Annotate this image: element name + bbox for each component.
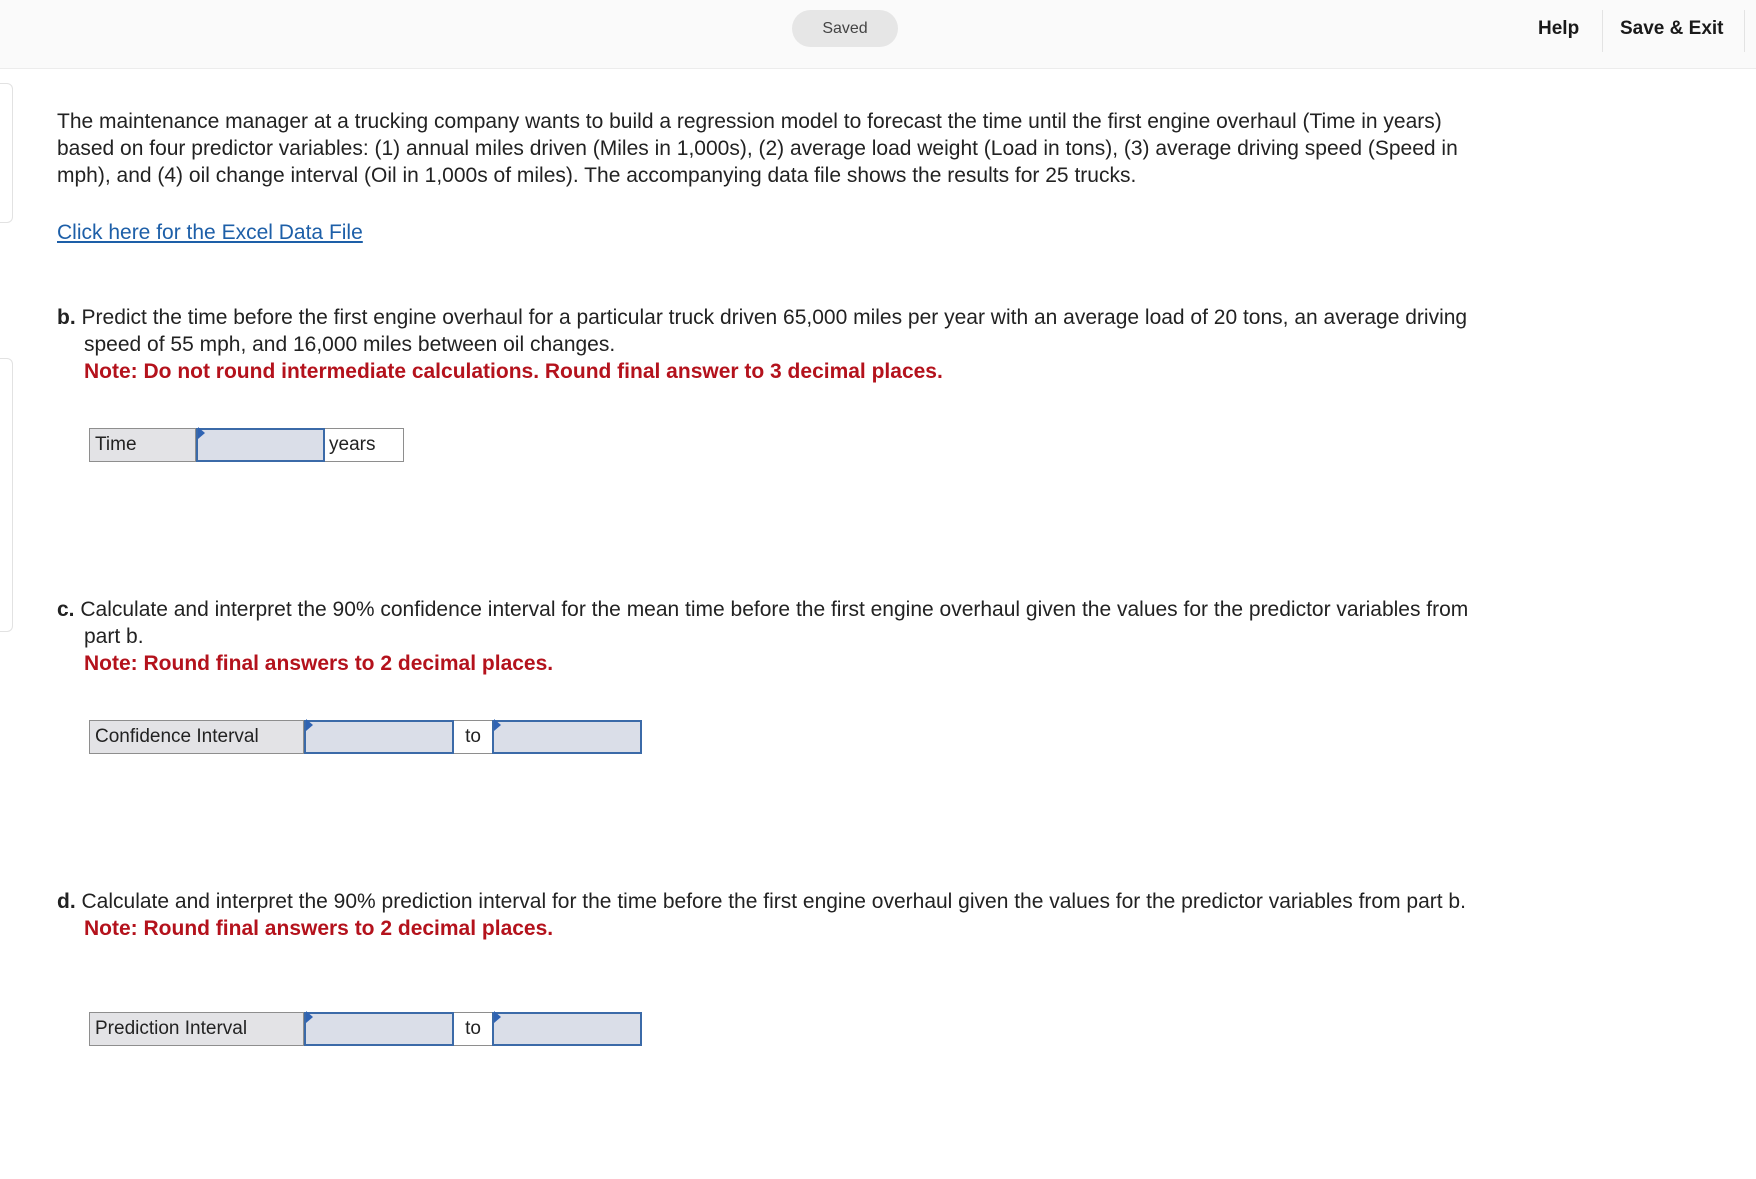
time-unit: years <box>325 428 404 462</box>
side-panel-tab-2[interactable] <box>0 358 13 632</box>
time-label: Time <box>89 428 196 462</box>
part-d-note: Note: Round final answers to 2 decimal places. <box>84 917 554 940</box>
confidence-interval-row <box>89 720 642 754</box>
prediction-upper-wrap <box>492 1012 642 1046</box>
prediction-interval-row <box>89 1012 642 1046</box>
prediction-upper-input[interactable] <box>492 1012 642 1046</box>
save-exit-button[interactable]: Save & Exit <box>1620 18 1724 39</box>
prediction-interval-label: Prediction Interval <box>89 1012 304 1046</box>
confidence-upper-wrap <box>492 720 642 754</box>
confidence-interval-label: Confidence Interval <box>89 720 304 754</box>
excel-data-file-link[interactable]: Click here for the Excel Data File <box>57 221 363 244</box>
confidence-lower-wrap <box>304 720 454 754</box>
part-b <box>57 304 1477 385</box>
confidence-lower-input[interactable] <box>304 720 454 754</box>
time-input[interactable] <box>196 428 325 462</box>
part-b-note: Note: Do not round intermediate calculations. Round final answer to 3 decimal places. <box>84 360 943 383</box>
part-d <box>57 888 1477 942</box>
help-button[interactable]: Help <box>1538 18 1580 39</box>
side-panel-tab-1[interactable] <box>0 83 13 223</box>
confidence-to-label: to <box>454 720 492 754</box>
saved-status-badge: Saved <box>792 10 898 47</box>
top-bar <box>0 0 1756 69</box>
top-divider-right <box>1744 10 1745 52</box>
part-c-text: Calculate and interpret the 90% confidence interval for the mean time before the first engine overhaul given the values for the predictor variables from part b. <box>80 598 1469 648</box>
part-c <box>57 596 1477 677</box>
top-divider <box>1602 10 1603 52</box>
prediction-to-label: to <box>454 1012 492 1046</box>
part-c-note: Note: Round final answers to 2 decimal places. <box>84 652 554 675</box>
question-content <box>57 108 1477 246</box>
prediction-lower-wrap <box>304 1012 454 1046</box>
part-d-letter: d. <box>57 890 76 913</box>
time-answer-row <box>89 428 404 462</box>
part-d-text: Calculate and interpret the 90% prediction interval for the time before the first engine overhaul given the values for the predictor variables from part b. <box>81 890 1466 913</box>
time-input-wrap <box>196 428 325 462</box>
question-intro: The maintenance manager at a trucking company wants to build a regression model to forecast the time until the first engine overhaul (Time in years) based on four predictor variables: (1) annual miles driven (Miles in 1,000s), (2) average load weight (Load in tons), (3) average driving speed (Speed in mph), and (4) oil change interval (Oil in 1,000s of miles). The accompanying data file shows the results for 25 trucks. <box>57 110 1458 187</box>
part-b-letter: b. <box>57 306 76 329</box>
part-b-text: Predict the time before the first engine overhaul for a particular truck driven 65,000 miles per year with an average load of 20 tons, an average driving speed of 55 mph, and 16,000 miles between oil changes. <box>81 306 1468 356</box>
confidence-upper-input[interactable] <box>492 720 642 754</box>
part-c-letter: c. <box>57 598 75 621</box>
prediction-lower-input[interactable] <box>304 1012 454 1046</box>
